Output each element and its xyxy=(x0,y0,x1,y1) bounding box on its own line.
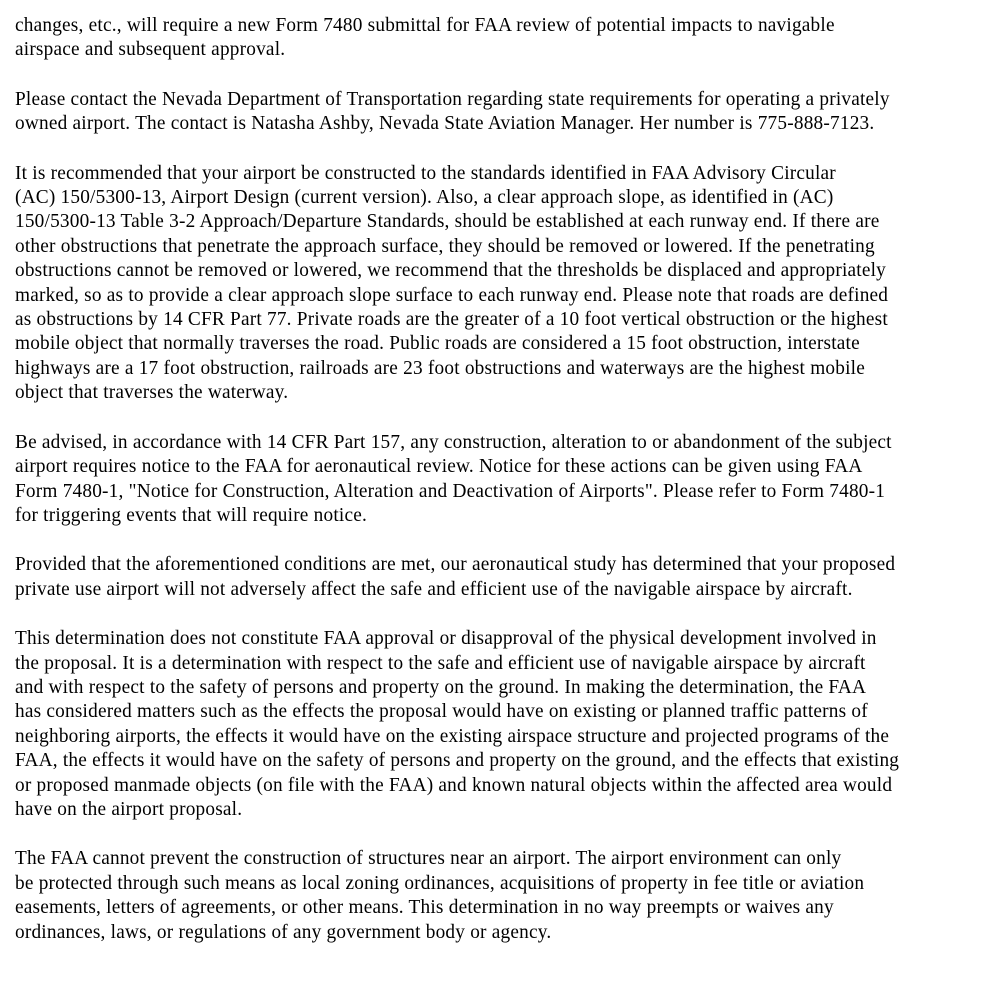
text-line: obstructions cannot be removed or lowered, we recommend that the thresholds be displaced and appropriately xyxy=(15,260,887,282)
text-line: neighboring airports, the effects it would have on the existing airspace structure and projected programs of the xyxy=(15,725,890,747)
text-line: other obstructions that penetrate the approach surface, they should be removed or lowered. If the penetrating xyxy=(15,235,875,257)
text-line: object that traverses the waterway. xyxy=(15,382,289,404)
text-line: Provided that the aforementioned conditions are met, our aeronautical study has determined that your proposed xyxy=(15,554,896,576)
text-line: private use airport will not adversely affect the safe and efficient use of the navigable airspace by aircraft. xyxy=(15,578,853,600)
text-line: be protected through such means as local zoning ordinances, acquisitions of property in fee title or aviation xyxy=(15,872,865,894)
text-line: mobile object that normally traverses the road. Public roads are considered a 15 foot obstruction, interstate xyxy=(15,333,860,355)
text-line: marked, so as to provide a clear approach slope surface to each runway end. Please note that roads are defined xyxy=(15,284,889,306)
paragraph xyxy=(15,162,987,406)
text-line: Please contact the Nevada Department of Transportation regarding state requirements for operating a privately xyxy=(15,88,890,110)
text-line: changes, etc., will require a new Form 7480 submittal for FAA review of potential impacts to navigable xyxy=(15,15,835,36)
text-line: the proposal. It is a determination with respect to the safe and efficient use of navigable airspace by aircraft xyxy=(15,652,866,674)
text-line: owned airport. The contact is Natasha Ashby, Nevada State Aviation Manager. Her number is 775-888-7123. xyxy=(15,113,875,135)
text-line: Be advised, in accordance with 14 CFR Part 157, any construction, alteration to or abandonment of the subject xyxy=(15,431,892,453)
paragraph xyxy=(15,553,987,602)
text-line: has considered matters such as the effects the proposal would have on existing or planned traffic patterns of xyxy=(15,701,868,723)
text-line: and with respect to the safety of persons and property on the ground. In making the determination, the FAA xyxy=(15,676,867,698)
paragraph xyxy=(15,88,987,137)
text-line: This determination does not constitute FAA approval or disapproval of the physical development involved in xyxy=(15,628,877,650)
text-line: airport requires notice to the FAA for aeronautical review. Notice for these actions can be given using FAA xyxy=(15,456,863,478)
document-body xyxy=(15,14,987,945)
paragraph xyxy=(15,14,987,63)
text-line: for triggering events that will require notice. xyxy=(15,504,367,526)
text-line: FAA, the effects it would have on the safety of persons and property on the ground, and the effects that existing xyxy=(15,750,900,772)
text-line: have on the airport proposal. xyxy=(15,798,243,820)
paragraph xyxy=(15,847,987,945)
paragraph xyxy=(15,627,987,822)
text-line: 150/5300-13 Table 3-2 Approach/Departure Standards, should be established at each runway end. If there are xyxy=(15,211,880,233)
text-line: (AC) 150/5300-13, Airport Design (current version). Also, a clear approach slope, as identified in (AC) xyxy=(15,187,834,209)
text-line: as obstructions by 14 CFR Part 77. Private roads are the greater of a 10 foot vertical obstruction or the highest xyxy=(15,309,888,331)
text-line: The FAA cannot prevent the construction of structures near an airport. The airport environment can only xyxy=(15,848,842,870)
text-line: ordinances, laws, or regulations of any government body or agency. xyxy=(15,921,552,943)
text-line: Form 7480-1, "Notice for Construction, Alteration and Deactivation of Airports". Please refer to Form 7480-1 xyxy=(15,480,886,502)
text-line: airspace and subsequent approval. xyxy=(15,39,286,61)
text-line: It is recommended that your airport be constructed to the standards identified in FAA Advisory Circular xyxy=(15,162,836,184)
text-line: or proposed manmade objects (on file with the FAA) and known natural objects within the affected area would xyxy=(15,774,893,796)
paragraph xyxy=(15,431,987,529)
text-line: highways are a 17 foot obstruction, railroads are 23 foot obstructions and waterways are the highest mobile xyxy=(15,357,865,379)
text-line: easements, letters of agreements, or other means. This determination in no way preempts or waives any xyxy=(15,897,834,919)
